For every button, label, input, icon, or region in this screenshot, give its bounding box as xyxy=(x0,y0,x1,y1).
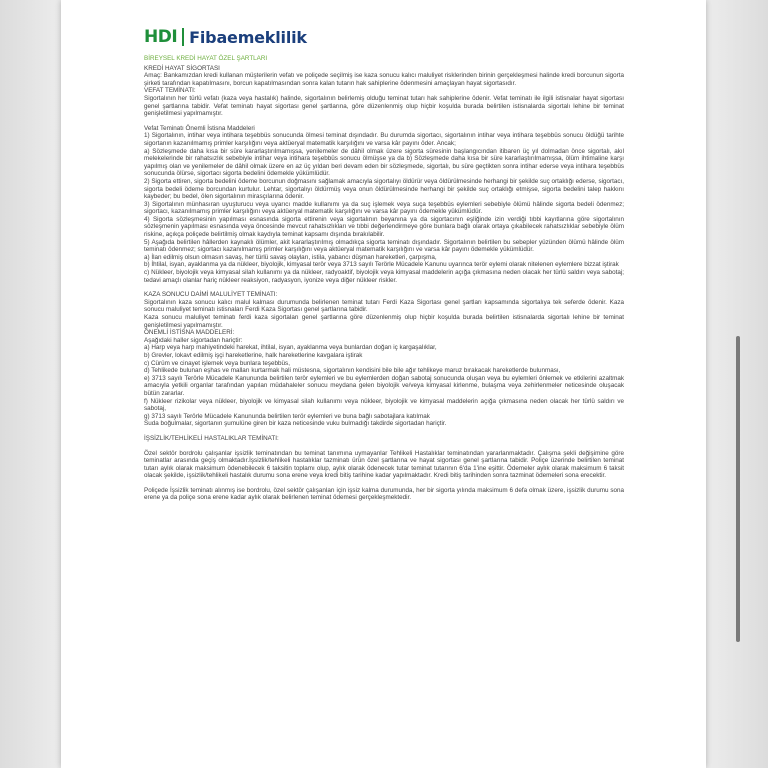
vertical-scrollbar[interactable] xyxy=(736,336,740,642)
paragraph: 3) Sigortalının münhasıran uyuşturucu veya uyarıcı madde kullanımı ya da suç işlemek veya suça teşebbüs eylemleri sebebiyle ölümü hâlinde sigorta bedeli ödenmez; sigortacı, kazanılmamış primler karşılığını veya aktüeryal matematik karşılığını ve varsa kâr payını ödemekle yükümlüdür. xyxy=(144,200,624,216)
paragraph: Özel sektör bordrolu çalışanlar işsizlik teminatından bu teminat tanımına uymayanlar Tehlikeli Hastalıklar teminatından yararlanmaktadır. Çalışma şekli değişimine göre teminatlar arasında geçiş olmaktadır.İşsizlik/tehlikeli hastalıklar tazminatı ürün özel şartlarına ve hayat sigortası genel şartlarına tabidir. Poliçe üzerinde belirtilen teminat tutarı aylık olarak maksimum ödenebilecek 6 taksitin toplamı olup, aylık olarak ödenecek tutar teminat tutarının 6'da 1'ine eşittir. Ödemeler aylık olarak maksimum 6 taksit olacak şekilde, işsizlik/tehlikeli hastalık durumu sona erene veya kredi bitiş tarihine kadar yapılmaktadır. Kredi bitiş tarihinden sonra tazminat ödemeleri sona erecektir. xyxy=(144,449,624,480)
document-content xyxy=(144,55,624,502)
paragraph: Sigortalının her türlü vefatı (kaza veya hastalık) halinde, sigortalının belirlemiş olduğu teminat tutarı hak sahiplerine ödenir. Vefat teminatı ile ilgili istisnalar hayat sigortası genel şartlarına tabidir. Vefat teminatı hayat sigortası genel şartlarına, göre düzenlenmiş olup hiçbir koşulda burada belirtilen istisnalarda sigortalı lehine bir teminat genişletilmesi yapılmamıştır. xyxy=(144,94,624,118)
paragraph: a) Sözleşmede daha kısa bir süre kararlaştırılmamışsa, yenilemeler de dâhil olmak üzere sigorta süresinin başlangıcından itibaren üç yıl dolmadan önce sigortalı, akıl melekelerinde bir rahatsızlık sebebiyle intihar veya intihara teşebbüs sonucu ölmüşse ya da b) Sözleşmede daha kısa bir süre kararlaştırılmamışsa, ölüm ihtimaline karşı yapılmış olan ve yenilemeler de dâhil olmak üzere en az üç yıldan beri devam eden bir sözleşmede, sigortalı, bu süre geçtikten sonra intihar ederse veya intihara teşebbüs sonucunda ölürse, sigortacı sigorta bedelini ödemekle yükümlüdür. xyxy=(144,147,624,178)
hdi-logo-text: HDI xyxy=(144,27,178,47)
paragraph: 2) Sigorta ettiren, sigorta bedelini ödeme borcunun doğmasını sağlamak amacıyla sigortalıyı öldürür veya öldürülmesinde herhangi bir şekilde suç ortaklığı ederse, sigortacı, sigorta bedeli ödeme borcundan kurtulur. Lehtar, sigortalıyı öldürmüş veya onun öldürülmesinde herhangi bir şekilde suç ortaklığı etmişse, sigorta bedelini talep hakkını kaybeder; bu bedel, ölen sigortalının mirasçılarına ödenir. xyxy=(144,177,624,201)
fibaemeklilik-logo-text: Fibaemeklilik xyxy=(189,27,307,47)
paragraph: 5) Aşağıda belirtilen hâllerden kaynaklı ölümler, akit kararlaştırılmış olmadıkça sigorta teminatı dışındadır. Sigortalının belirtilen bu sebepler yüzünden ölümü hâlinde ölüm teminatı ödenmez; sigortacı kazanılmamış primler karşılığını veya aktüeryal matematik karşılığını ve varsa kâr payını ödemekle yükümlüdür. xyxy=(144,238,624,254)
section-spacer xyxy=(144,118,624,125)
section-heading: KREDİ HAYAT SİGORTASI xyxy=(144,64,220,72)
section-heading: Vefat Teminatı Önemli İstisna Maddeleri xyxy=(144,124,255,132)
paragraph: c) Nükleer, biyolojik veya kimyasal silah kullanımı ya da nükleer, radyoaktif, biyolojik veya kimyasal maddelerin açığa çıkmasına neden olacak her türlü saldırı veya sabotaj; tedavi amaçlı olanlar hariç nükleer reaksiyon, radyasyon, iyonize veya diğer nükleer riskler. xyxy=(144,269,624,284)
section-spacer xyxy=(144,428,624,435)
paragraph-spacer xyxy=(144,443,624,450)
document-title: BİREYSEL KREDİ HAYAT ÖZEL ŞARTLARI xyxy=(144,55,268,62)
document-page xyxy=(61,0,706,768)
paragraph: d) Tehlikede bulunan eşhas ve malları kurtarmak hali müstesna, sigortalının kendisini bile bile ağır tehlikeye maruz bırakacak hareketlerde bulunması, xyxy=(144,367,561,375)
paragraph: 1) Sigortalının, intihar veya intihara teşebbüs sonucunda ölmesi teminat dışındadır. Bu durumda sigortacı, sigortalının intihar veya intihara teşebbüs sonucu öldüğü tarihte sigortanın kazanılmamış primler karşılığını veya aktüeryal matematik karşılığını ve varsa kâr payını öder. Ancak; xyxy=(144,132,624,147)
paragraph: c) Cürüm ve cinayet işlemek veya bunlara teşebbüs, xyxy=(144,359,290,367)
paragraph-spacer xyxy=(144,480,624,487)
paragraph: Sigortalının kaza sonucu kalıcı malul kalması durumunda belirlenen teminat tutarı Ferdi Kaza Sigortası genel şartları kapsamında sigortalıya tek seferde ödenir. Kaza sonucu maluliyet teminatı istisnaları Ferdi Kaza Sigortası genel şartlarına tabidir. xyxy=(144,298,624,314)
paragraph: b) Grevler, lokavt edilmiş işçi hareketlerine, halk hareketlerine kavgalara iştirak xyxy=(144,351,363,359)
section-heading: KAZA SONUCU DAİMİ MALULİYET TEMİNATI: xyxy=(144,291,278,299)
paragraph: a) İlan edilmiş olsun olmasın savaş, her türlü savaş olayları, istila, yabancı düşman hareketleri, çarpışma, xyxy=(144,253,437,261)
paragraph: 4) Sigorta sözleşmesinin yapılması esnasında sigorta ettirenin veya sigortalının beyanına ya da sigortacının eşliğinde izin verdiği tıbbi kayıtlarına göre sigortalının sözleşmenin yapılması esnasında veya öncesinde mevcut rahatsızlıkları ve tıbbi değerlendirmeye göre bunlara bağlı olarak ortaya çıkabilecek rahatsızlıklar sebebiyle ölüm riskine, açıkça poliçede belirtilmiş olmak kaydıyla teminat kapsamı dışında bırakılabilir. xyxy=(144,215,624,239)
paragraph: Kaza sonucu maluliyet teminatı ferdi kaza sigortaları genel şartlarına göre düzenlenmiş olup hiçbir koşulda burada belirtilen istisnalarda sigortalı lehine bir teminat genişletilmesi yapılmamıştır. xyxy=(144,314,624,329)
paragraph: f) Nükleer rizikolar veya nükleer, biyolojik ve kimyasal silah kullanımı veya nükleer, biyolojik ve kimyasal maddelerin açığa çıkmasına neden olacak her türlü saldırı ve sabotaj, xyxy=(144,397,624,413)
logo-separator xyxy=(182,28,184,46)
section-heading: İŞSİZLİK/TEHLİKELİ HASTALIKLAR TEMİNATI: xyxy=(144,434,279,442)
paragraph: a) Harp veya harp mahiyetindeki harekat, ihtilal, isyan, ayaklanma veya bunlardan doğan iç kargaşalıklar, xyxy=(144,344,437,352)
paragraph: Poliçede İşsizlik teminatı alınmış ise bordrolu, özel sektör çalışanları için işsiz kalma durumunda, her bir sigorta yılında maksimum 6 defa olmak üzere, işsizlik durumu sona erene ya da poliçe sona erene kadar aylık olarak belirlenen teminat ödemesi gerçekleşmektedir. xyxy=(144,486,624,502)
company-logo xyxy=(144,26,307,48)
paragraph: e) 3713 sayılı Terörle Mücadele Kanununda belirtilen terör eylemleri ve bu eylemlerden doğan sabotaj sonucunda oluşan veya bu eylemleri önlemek ve etkilerini azaltmak amacıyla yetkili organlar tarafından yapılan müdahaleler sonucu meydana gelen biyolojik ve/veya kimyasal kirlenme, bulaşma veya zehirlenmeler neticesinde oluşacak bütün zararlar. xyxy=(144,374,624,397)
paragraph: Amaç: Bankamızdan kredi kullanan müşterilerin vefatı ve poliçede seçilmiş ise kaza sonucu kalıcı maluliyet risklerinden birinin gerçekleşmesi halinde kredi borcunun sigorta şirketi tarafından kapatılmasını, borcun kapatılmasından sonra kalan tutarın hak sahiplerine ödenmesini amaçlayan hayat sigortasıdır. xyxy=(144,72,624,87)
paragraph: Suda boğulmalar, sigortanın şumulüne giren bir kaza neticesinde vuku bulmadığı takdirde sigortadan hariçtir. xyxy=(144,420,447,428)
paragraph: b) İhtilal, isyan, ayaklanma ya da nükleer, biyolojik, kimyasal terör veya 3713 sayılı Terörle Mücadele Kanunu uyarınca terör eylemi olarak nitelenen eylemlere bizzat iştirak xyxy=(144,261,619,269)
section-heading: ÖNEMLİ İSTİSNA MADDELERİ: xyxy=(144,329,235,337)
paragraph: Aşağıdaki haller sigortadan hariçtir: xyxy=(144,336,243,344)
section-heading: VEFAT TEMİNATI: xyxy=(144,87,196,95)
paragraph: g) 3713 sayılı Terörle Mücadele Kanununda belirtilen terör eylemleri ve buna bağlı sabotajlara katılmak xyxy=(144,412,430,420)
